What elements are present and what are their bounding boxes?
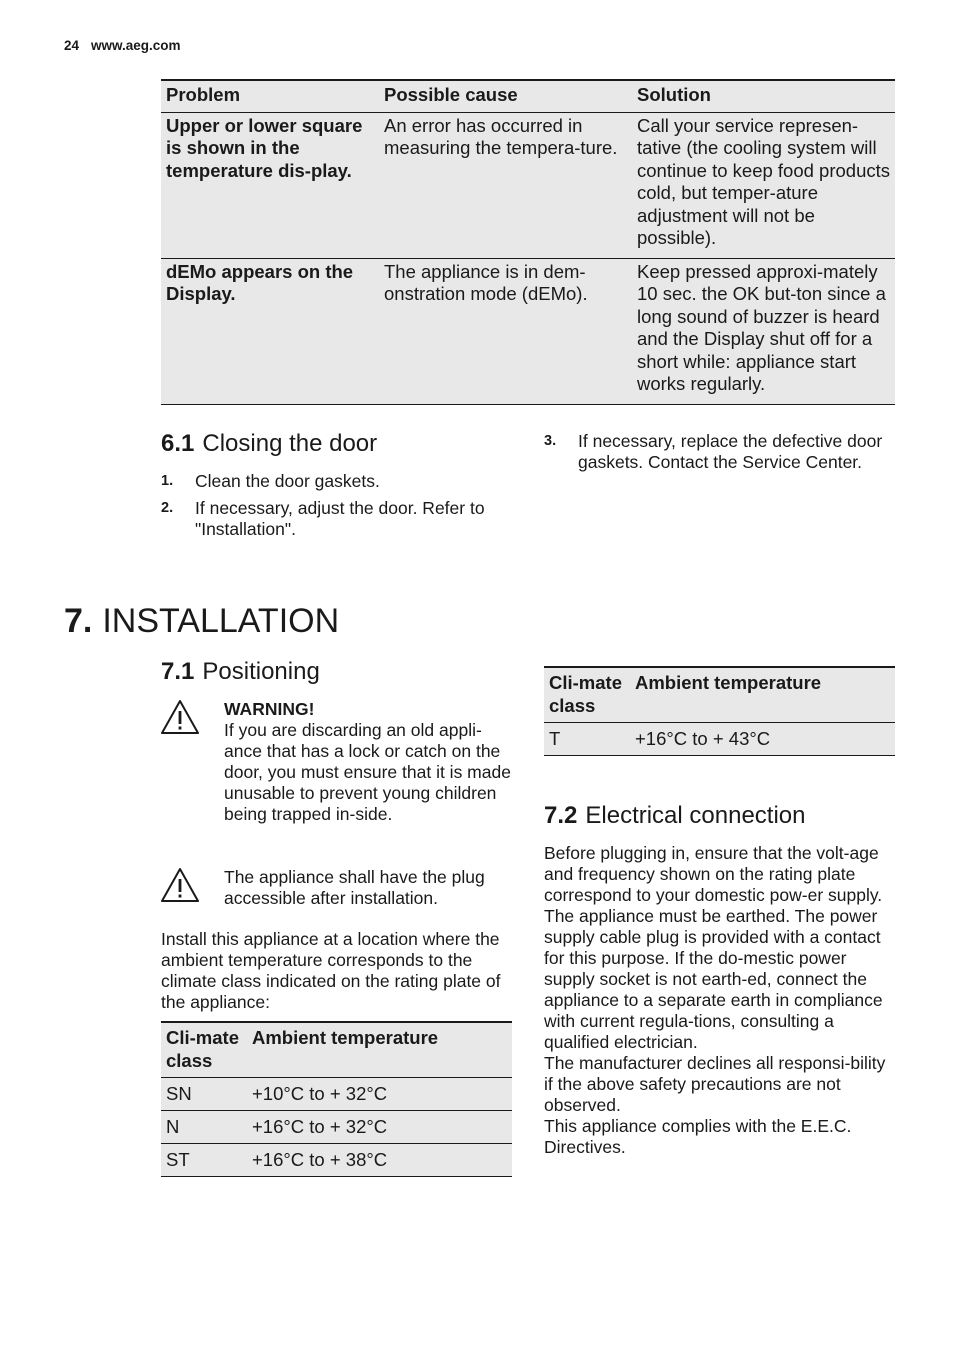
problem-cell: dEMo appears on the Display. [161, 258, 379, 404]
climate-class-cell: ST [161, 1144, 247, 1177]
warning-text: If you are discarding an old appli-ance that has a lock or catch on the door, you must ensure that it is made unusable to prevent young children being trapped in-side. [224, 720, 511, 824]
step-number: 2. [161, 500, 174, 516]
table-row [161, 1111, 512, 1144]
section-title: Electrical connection [585, 802, 806, 829]
paragraph: This appliance complies with the E.E.C. Directives. [544, 1116, 852, 1157]
section-heading-6-1 [161, 430, 377, 458]
step-number: 3. [544, 433, 557, 449]
cause-cell: An error has occurred in measuring the tempera-ture. [379, 112, 632, 258]
step-number: 1. [161, 473, 174, 489]
solution-cell: Call your service represen-tative (the cooling system will continue to keep food products cold, but temper-ature adjustment will not be possible). [632, 112, 895, 258]
closing-door-steps-continued [544, 431, 889, 479]
table-row [161, 258, 895, 404]
climate-class-table [161, 1021, 512, 1177]
installation-intro: Install this appliance at a location where the ambient temperature corresponds to the climate class indicated on the rating plate of the appliance: [161, 929, 501, 1012]
electrical-connection-text [544, 843, 896, 1158]
table-header-row [161, 1022, 512, 1078]
section-title: Positioning [202, 658, 320, 685]
paragraph: The appliance must be earthed. The power supply cable plug is provided with a contact for this purpose. If the do-mestic power supply socket is not earth-ed, connect the appliance to a separate earth in compliance with current regula-tions, consulting a qualified electrician. [544, 906, 883, 1052]
table-header-row [544, 667, 895, 723]
temperature-cell: +16°C to + 43°C [630, 723, 895, 756]
column-header-climate-class: Cli-mate class [161, 1022, 247, 1078]
column-header-ambient-temperature: Ambient temperature [247, 1022, 512, 1078]
section-heading-7-2 [544, 802, 806, 830]
list-item [161, 471, 506, 492]
temperature-cell: +16°C to + 38°C [247, 1144, 512, 1177]
list-item [544, 431, 889, 473]
closing-door-steps [161, 471, 506, 546]
climate-class-cell: N [161, 1111, 247, 1144]
warning-triangle-icon [160, 699, 224, 825]
column-header-problem: Problem [161, 80, 379, 112]
troubleshooting-table [161, 79, 895, 405]
table-row [161, 1078, 512, 1111]
website-url: www.aeg.com [91, 38, 181, 53]
section-title: Closing the door [202, 430, 378, 457]
temperature-cell: +16°C to + 32°C [247, 1111, 512, 1144]
problem-cell: Upper or lower square is shown in the temperature dis-play. [161, 112, 379, 258]
chapter-title: INSTALLATION [102, 602, 340, 640]
column-header-solution: Solution [632, 80, 895, 112]
chapter-number: 7. [64, 602, 93, 640]
column-header-climate-class: Cli-mate class [544, 667, 630, 723]
section-number: 6.1 [161, 430, 195, 457]
cause-cell: The appliance is in dem-onstration mode (dEMo). [379, 258, 632, 404]
step-text: If necessary, replace the defective door gaskets. Contact the Service Center. [578, 431, 883, 472]
section-number: 7.2 [544, 802, 578, 829]
caution-box [160, 867, 516, 909]
warning-triangle-icon [160, 867, 224, 909]
column-header-cause: Possible cause [379, 80, 632, 112]
step-text: Clean the door gaskets. [195, 471, 380, 491]
warning-box [160, 699, 516, 825]
table-row [161, 1144, 512, 1177]
table-row [544, 723, 895, 756]
column-header-ambient-temperature: Ambient temperature [630, 667, 895, 723]
table-header-row [161, 80, 895, 112]
list-item [161, 498, 506, 540]
table-row [161, 112, 895, 258]
page-number: 24 [64, 38, 80, 53]
climate-class-cell: SN [161, 1078, 247, 1111]
section-number: 7.1 [161, 658, 195, 685]
warning-title: WARNING! [224, 699, 315, 719]
page-header [64, 38, 181, 53]
paragraph: Before plugging in, ensure that the volt-age and frequency shown on the rating plate correspond to your domestic pow-er supply. [544, 843, 883, 905]
climate-class-cell: T [544, 723, 630, 756]
climate-class-table-continued [544, 666, 895, 756]
step-text: If necessary, adjust the door. Refer to "Installation". [195, 498, 485, 539]
temperature-cell: +10°C to + 32°C [247, 1078, 512, 1111]
caution-text: The appliance shall have the plug accessible after installation. [224, 867, 485, 908]
section-heading-7-1 [161, 658, 320, 686]
chapter-heading [64, 600, 339, 642]
paragraph: The manufacturer declines all responsi-bility if the above safety precautions are not observed. [544, 1053, 886, 1115]
solution-cell: Keep pressed approxi-mately 10 sec. the OK but-ton since a long sound of buzzer is heard and the Display shut off for a short while: appliance start works regularly. [632, 258, 895, 404]
